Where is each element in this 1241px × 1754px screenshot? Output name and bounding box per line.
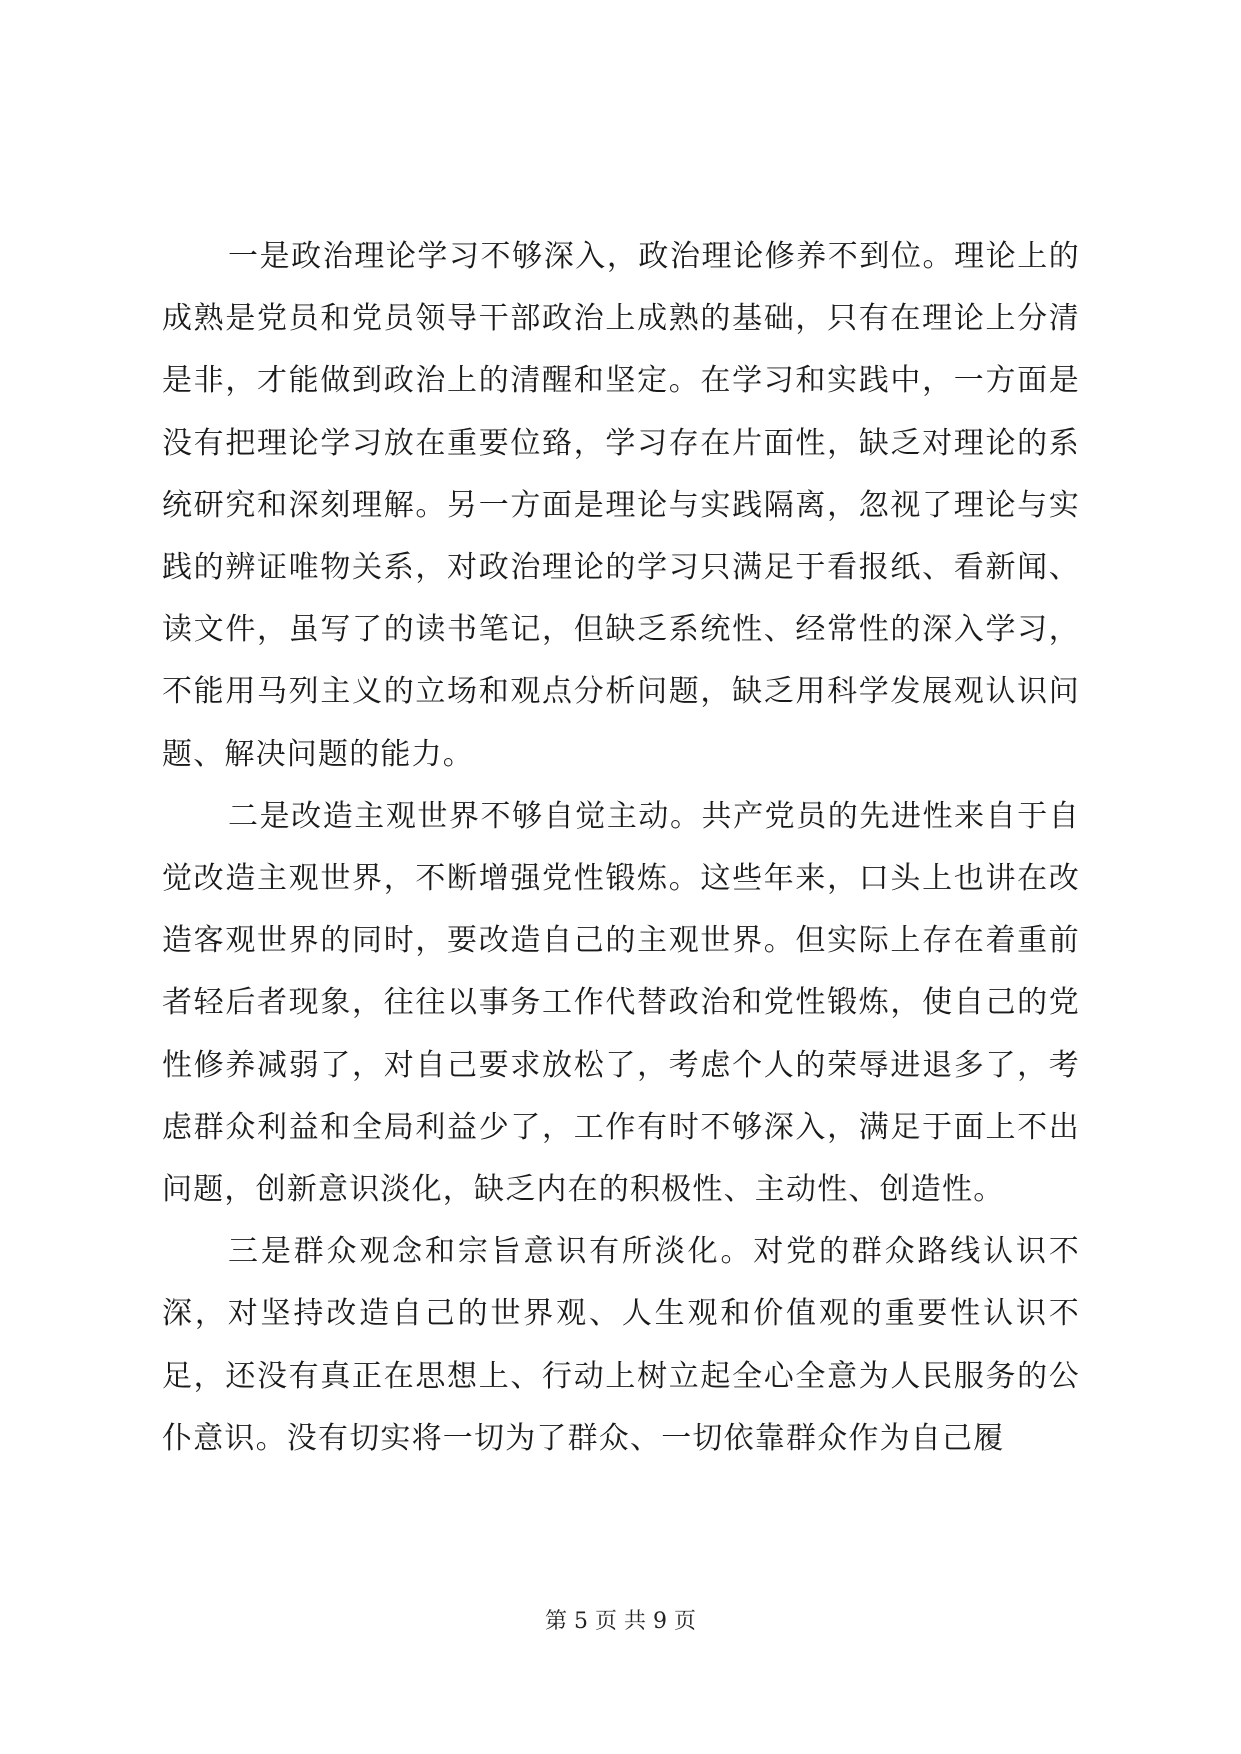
paragraph-mass-awareness: 三是群众观念和宗旨意识有所淡化。对党的群众路线认识不深，对坚持改造自己的世界观、人生观和价值观的重要性认识不足，还没有真正在思想上、行动上树立起全心全意为人民服务的公仆意识。没有切实将一切为了群众、一切依靠群众作为自己履 — [162, 1234, 1080, 1456]
paragraph-subjective-world: 二是改造主观世界不够自觉主动。共产党员的先进性来自于自觉改造主观世界，不断增强党性锻炼。这些年来，口头上也讲在改造客观世界的同时，要改造自己的主观世界。但实际上存在着重前者轻后者现象，往往以事务工作代替政治和党性锻炼，使自己的党性修养减弱了，对自己要求放松了，考虑个人的荣辱进退多了，考虑群众利益和全局利益少了，工作有时不够深入，满足于面上不出问题，创新意识淡化，缺乏内在的积极性、主动性、创造性。 — [162, 798, 1080, 1208]
document-body — [162, 226, 1080, 1470]
paragraph-political-theory: 一是政治理论学习不够深入，政治理论修养不到位。理论上的成熟是党员和党员领导干部政治上成熟的基础，只有在理论上分清是非，才能做到政治上的清醒和坚定。在学习和实践中，一方面是没有把理论学习放在重要位臵，学习存在片面性，缺乏对理论的系统研究和深刻理解。另一方面是理论与实践隔离，忽视了理论与实践的辨证唯物关系，对政治理论的学习只满足于看报纸、看新闻、读文件，虽写了的读书笔记，但缺乏系统性、经常性的深入学习，不能用马列主义的立场和观点分析问题，缺乏用科学发展观认识问题、解决问题的能力。 — [162, 239, 1080, 772]
page-number-footer: 第 5 页 共 9 页 — [545, 1609, 696, 1634]
